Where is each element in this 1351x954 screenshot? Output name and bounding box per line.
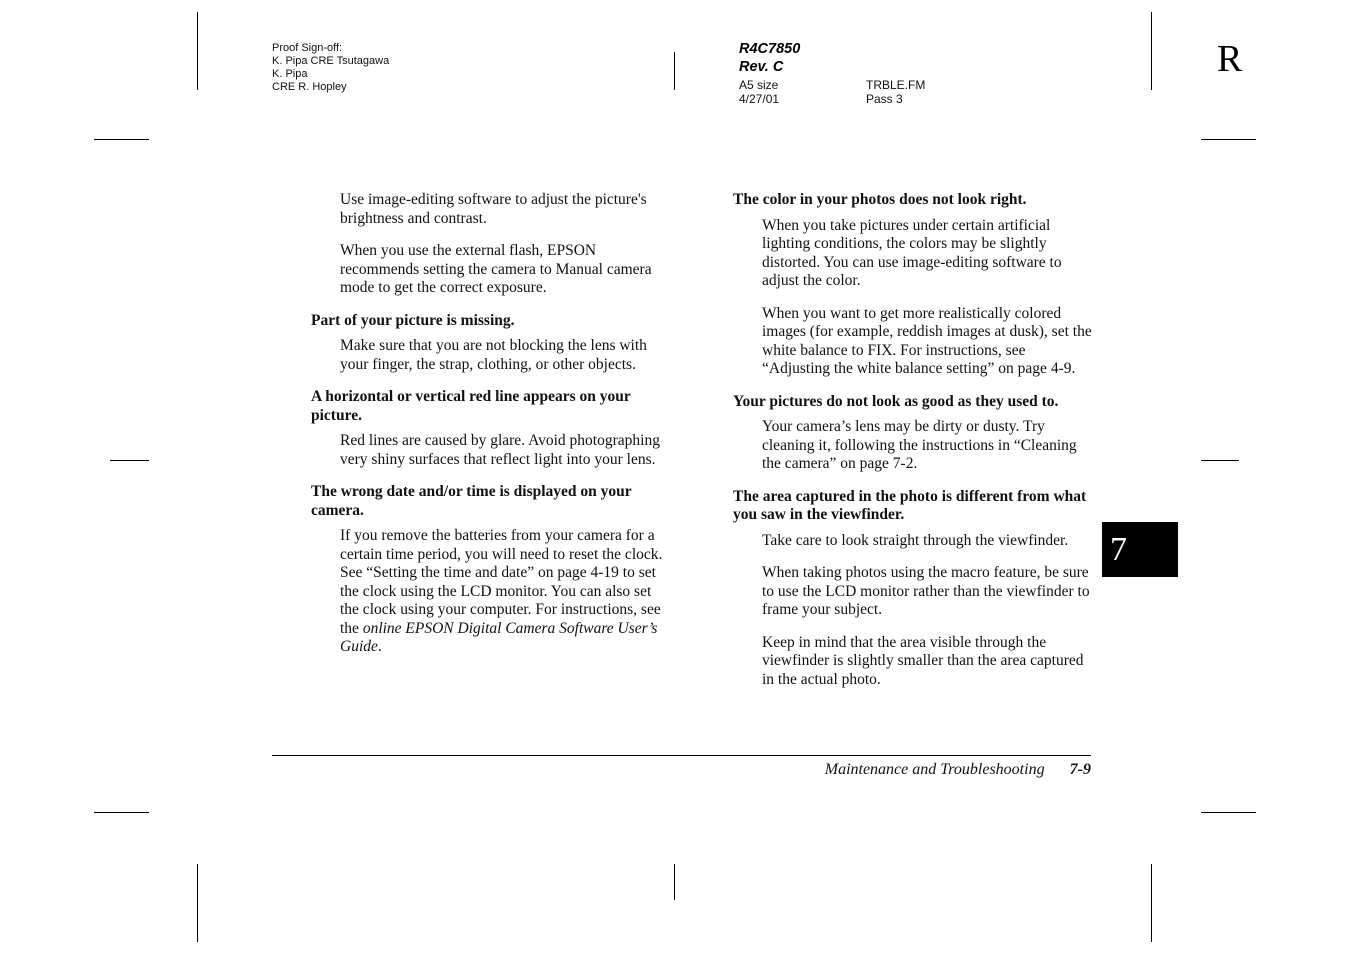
body-paragraph bbox=[311, 527, 671, 657]
section-heading: Your pictures do not look as good as they used to. bbox=[733, 392, 1059, 410]
guide-title: online EPSON Digital Camera Software User’s Guide bbox=[340, 619, 658, 655]
crop-mark bbox=[1151, 864, 1152, 942]
footer-title: Maintenance and Troubleshooting bbox=[824, 761, 1045, 778]
footer-rule bbox=[272, 755, 1091, 756]
crop-mark bbox=[94, 812, 149, 813]
body-paragraph: When taking photos using the macro feature, be sure to use the LCD monitor rather than the viewfinder to frame your subject. bbox=[762, 564, 1090, 618]
body-paragraph: Your camera’s lens may be dirty or dusty. Try cleaning it, following the instructions in “Cleaning the camera” on page 7-2. bbox=[762, 418, 1077, 472]
page-footer bbox=[700, 759, 1091, 779]
page-number: 7-9 bbox=[1069, 761, 1091, 778]
section-heading: The color in your photos does not look right. bbox=[733, 191, 1027, 208]
crop-mark bbox=[1201, 139, 1256, 140]
proof-line: CRE R. Hopley bbox=[272, 81, 347, 93]
section-heading: Part of your picture is missing. bbox=[311, 311, 515, 329]
doc-date: 4/27/01 bbox=[739, 92, 780, 106]
body-text: If you remove the batteries from your camera for a certain time period, you will need to reset the clock. See “Setting the time and date” on page 4-19 to set the clock using the LCD monitor. You can also set the clock using your computer. For instructions, see the bbox=[340, 527, 663, 637]
doc-size: A5 size bbox=[739, 78, 779, 92]
doc-file: TRBLE.FM bbox=[866, 78, 926, 92]
crop-mark bbox=[674, 864, 675, 900]
doc-code: R4C7850 bbox=[739, 41, 801, 57]
crop-mark bbox=[1151, 12, 1152, 90]
body-text: . bbox=[377, 638, 382, 655]
proof-signoff bbox=[272, 42, 389, 94]
section-heading: The area captured in the photo is different from what you saw in the viewfinder. bbox=[733, 487, 1087, 523]
proof-line: K. Pipa bbox=[272, 68, 308, 80]
body-paragraph: When you use the external flash, EPSON recommends setting the camera to Manual camera mode to get the correct exposure. bbox=[340, 242, 652, 296]
body-paragraph: Use image-editing software to adjust the picture's brightness and contrast. bbox=[340, 191, 647, 227]
section-heading: The wrong date and/or time is displayed on your camera. bbox=[311, 483, 632, 519]
left-column bbox=[311, 191, 671, 657]
crop-mark bbox=[94, 139, 149, 140]
crop-mark bbox=[110, 460, 149, 461]
body-paragraph: Take care to look straight through the viewfinder. bbox=[762, 531, 1069, 549]
body-paragraph: Keep in mind that the area visible through the viewfinder is slightly smaller than the area captured in the actual photo. bbox=[762, 633, 1084, 688]
crop-mark bbox=[1201, 812, 1256, 813]
corner-mark: R bbox=[1217, 38, 1243, 80]
crop-mark bbox=[197, 864, 198, 942]
body-paragraph: When you want to get more realistically colored images (for example, reddish images at dusk), set the white balance to FIX. For instructions, see “Adjusting the white balance setting” on page 4-9. bbox=[762, 304, 1092, 377]
proof-line: K. Pipa CRE Tsutagawa bbox=[272, 55, 390, 67]
right-column bbox=[733, 191, 1095, 689]
doc-info bbox=[739, 40, 800, 76]
crop-mark bbox=[197, 12, 198, 90]
body-paragraph: Make sure that you are not blocking the lens with your finger, the strap, clothing, or other objects. bbox=[340, 337, 647, 373]
crop-mark bbox=[1201, 460, 1239, 461]
doc-pass: Pass 3 bbox=[866, 92, 903, 106]
body-paragraph: When you take pictures under certain artificial lighting conditions, the colors may be slightly distorted. You can use image-editing software to adjust the color. bbox=[762, 216, 1062, 289]
chapter-tab: 7 bbox=[1102, 522, 1178, 577]
proof-line: Proof Sign-off: bbox=[272, 42, 343, 54]
body-paragraph: Red lines are caused by glare. Avoid photographing very shiny surfaces that reflect light into your lens. bbox=[340, 432, 660, 468]
revision: Rev. C bbox=[739, 59, 784, 75]
section-heading: A horizontal or vertical red line appears on your picture. bbox=[311, 388, 631, 424]
crop-mark bbox=[674, 52, 675, 90]
